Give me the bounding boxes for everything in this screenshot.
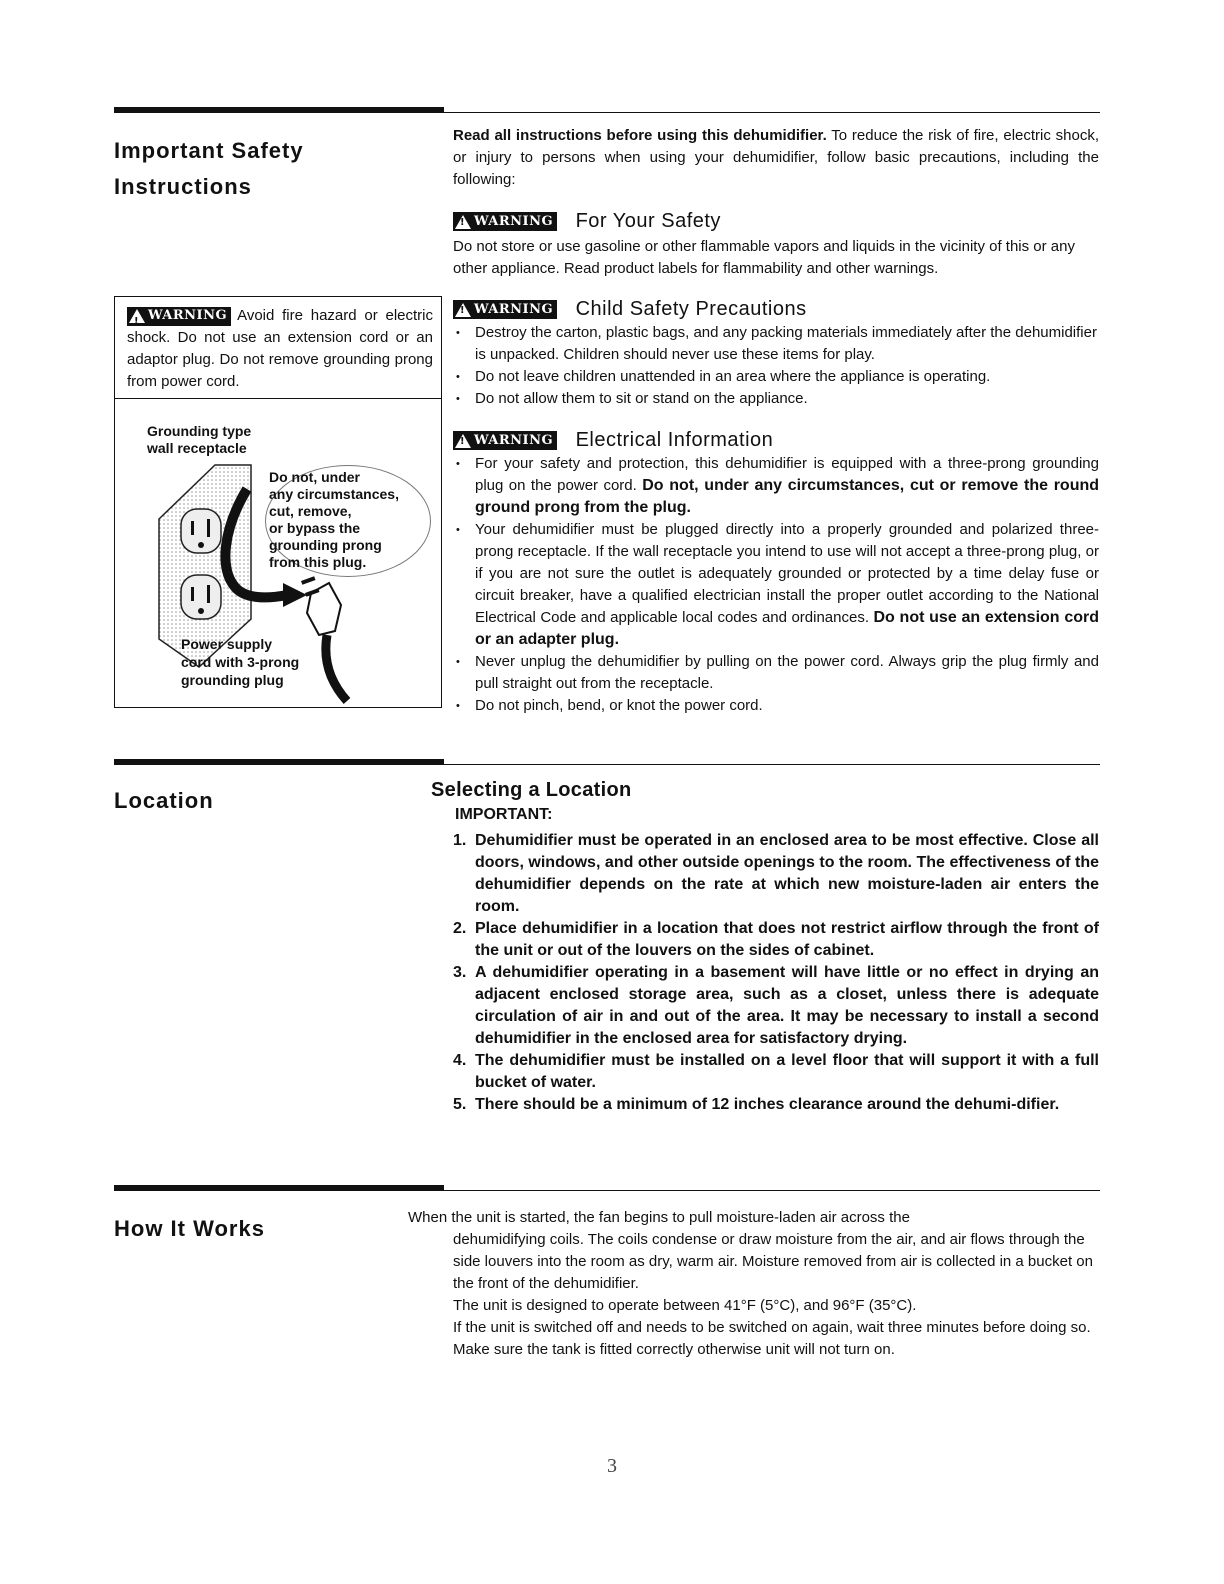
list-item: • Do not leave children unattended in an area where the appliance is operating. [453,366,1099,388]
list-item: 2. Place dehumidifier in a location that does not restrict airflow through the front of the unit or out of the louvers on the sides of cabinet. [453,920,1099,959]
list-item: 5. There should be a minimum of 12 inches clearance around the dehumi-difier. [453,1096,1060,1113]
section-title-safety: Important Safety Instructions [114,138,304,199]
list-item: • Never unplug the dehumidifier by pulling on the power cord. Always grip the plug firmly and pull straight out from the receptacle. [453,651,1099,695]
section-rule-how-it-works [114,1190,1100,1191]
selecting-location-heading: Selecting a Location [431,779,632,801]
section-rule-safety [114,112,1100,113]
electrical-list [453,453,1099,717]
list-item: • Your dehumidifier must be plugged directly into a properly grounded and polarized three-prong receptacle. If the wall receptacle you intend to use will not accept a three-prong plug, or if you are not sure the outlet is adequately grounded or protected by a time delay fuse or circuit breaker, have a qualified electrician install the proper outlet according to the National Electrical Code and applicable local codes and ordinances. Do not use an extension cord or an adapter plug. [453,519,1099,651]
warning-bubble-text: Do not, under any circumstances, cut, remove, or bypass the grounding prong from this plug. [269,469,399,570]
electrical-block [453,429,1099,717]
for-your-safety-block [453,210,1099,280]
child-safety-heading: Child Safety Precautions [575,298,807,320]
list-item: • Do not pinch, bend, or knot the power cord. [453,695,1099,717]
warning-callout-box [114,296,442,708]
child-safety-list [453,322,1099,410]
warning-badge: ! WARNING [453,300,557,319]
power-cord-label: Power supply cord with 3-prong grounding plug [181,636,300,688]
warning-triangle-icon [129,309,145,323]
list-item: 1. Dehumidifier must be operated in an enclosed area to be most effective. Close all doors, windows, and other outside openings to the room. The effectiveness of the dehumidifier depends on the rate at which new moisture-laden air enters the room. [453,832,1099,915]
for-your-safety-text: Do not store or use gasoline or other flammable vapors and liquids in the vicinity of this or any other appliance. Read product labels for flammability and other warnings. [453,238,1075,277]
list-item: • Destroy the carton, plastic bags, and any packing materials immediately after the dehumidifier is unpacked. Children should never use these items for play. [453,322,1099,366]
section-title-location: Location [114,788,214,813]
electrical-heading: Electrical Information [575,429,774,451]
safety-intro: Read all instructions before using this dehumidifier. To reduce the risk of fire, electric shock, or injury to persons when using your dehumidifier, follow basic precautions, including the following: [453,127,1099,188]
list-item: • For your safety and protection, this dehumidifier is equipped with a three-prong grounding plug on the power cord. Do not, under any circumstances, cut or remove the round ground prong from the plug. [453,453,1099,519]
for-your-safety-heading: For Your Safety [575,210,721,232]
warning-badge: ! WARNING [453,431,557,450]
warning-triangle-icon [455,303,471,317]
receptacle-label: Grounding type wall receptacle [147,423,252,456]
warning-triangle-icon [455,215,471,229]
list-item: 4. The dehumidifier must be installed on a level floor that will support it with a full bucket of water. [453,1052,1099,1091]
warning-badge: ! WARNING [127,307,231,326]
grounding-illustration [115,399,441,707]
section-rule-location [114,764,1100,765]
how-it-works-text: When the unit is started, the fan begins to pull moisture-laden air across the dehumidifying coils. The coils condense or draw moisture from the air, and air flows through the side louvers into the room as dry, warm air. Moisture removed from air is collected in a bucket on the front of the dehumidifier. The unit is designed to operate between 41°F (5°C), and 96°F (35°C). If the unit is switched off and needs to be switched on again, wait three minutes before doing so. Make sure the tank is fitted correctly otherwise unit will not turn on. [408,1209,1093,1358]
section-title-how-it-works: How It Works [114,1216,265,1241]
child-safety-block [453,298,1099,410]
list-item: • Do not allow them to sit or stand on the appliance. [453,388,1099,410]
page-number: 3 [607,1455,617,1477]
callout-text: ! WARNING Avoid fire hazard or electric shock. Do not use an extension cord or an adaptor plug. Do not remove grounding prong from power cord. [127,305,433,393]
warning-badge: ! WARNING [453,212,557,231]
list-item: 3. A dehumidifier operating in a basement will have little or no effect in drying an adjacent enclosed storage area, such as a closet, unless there is adequate circulation of air in and out of the area. It may be necessary to install a second dehumidifier in the enclosed area for satisfactory drying. [453,964,1099,1047]
important-label: IMPORTANT: [455,806,553,823]
warning-triangle-icon [455,434,471,448]
location-list [453,830,1099,1116]
